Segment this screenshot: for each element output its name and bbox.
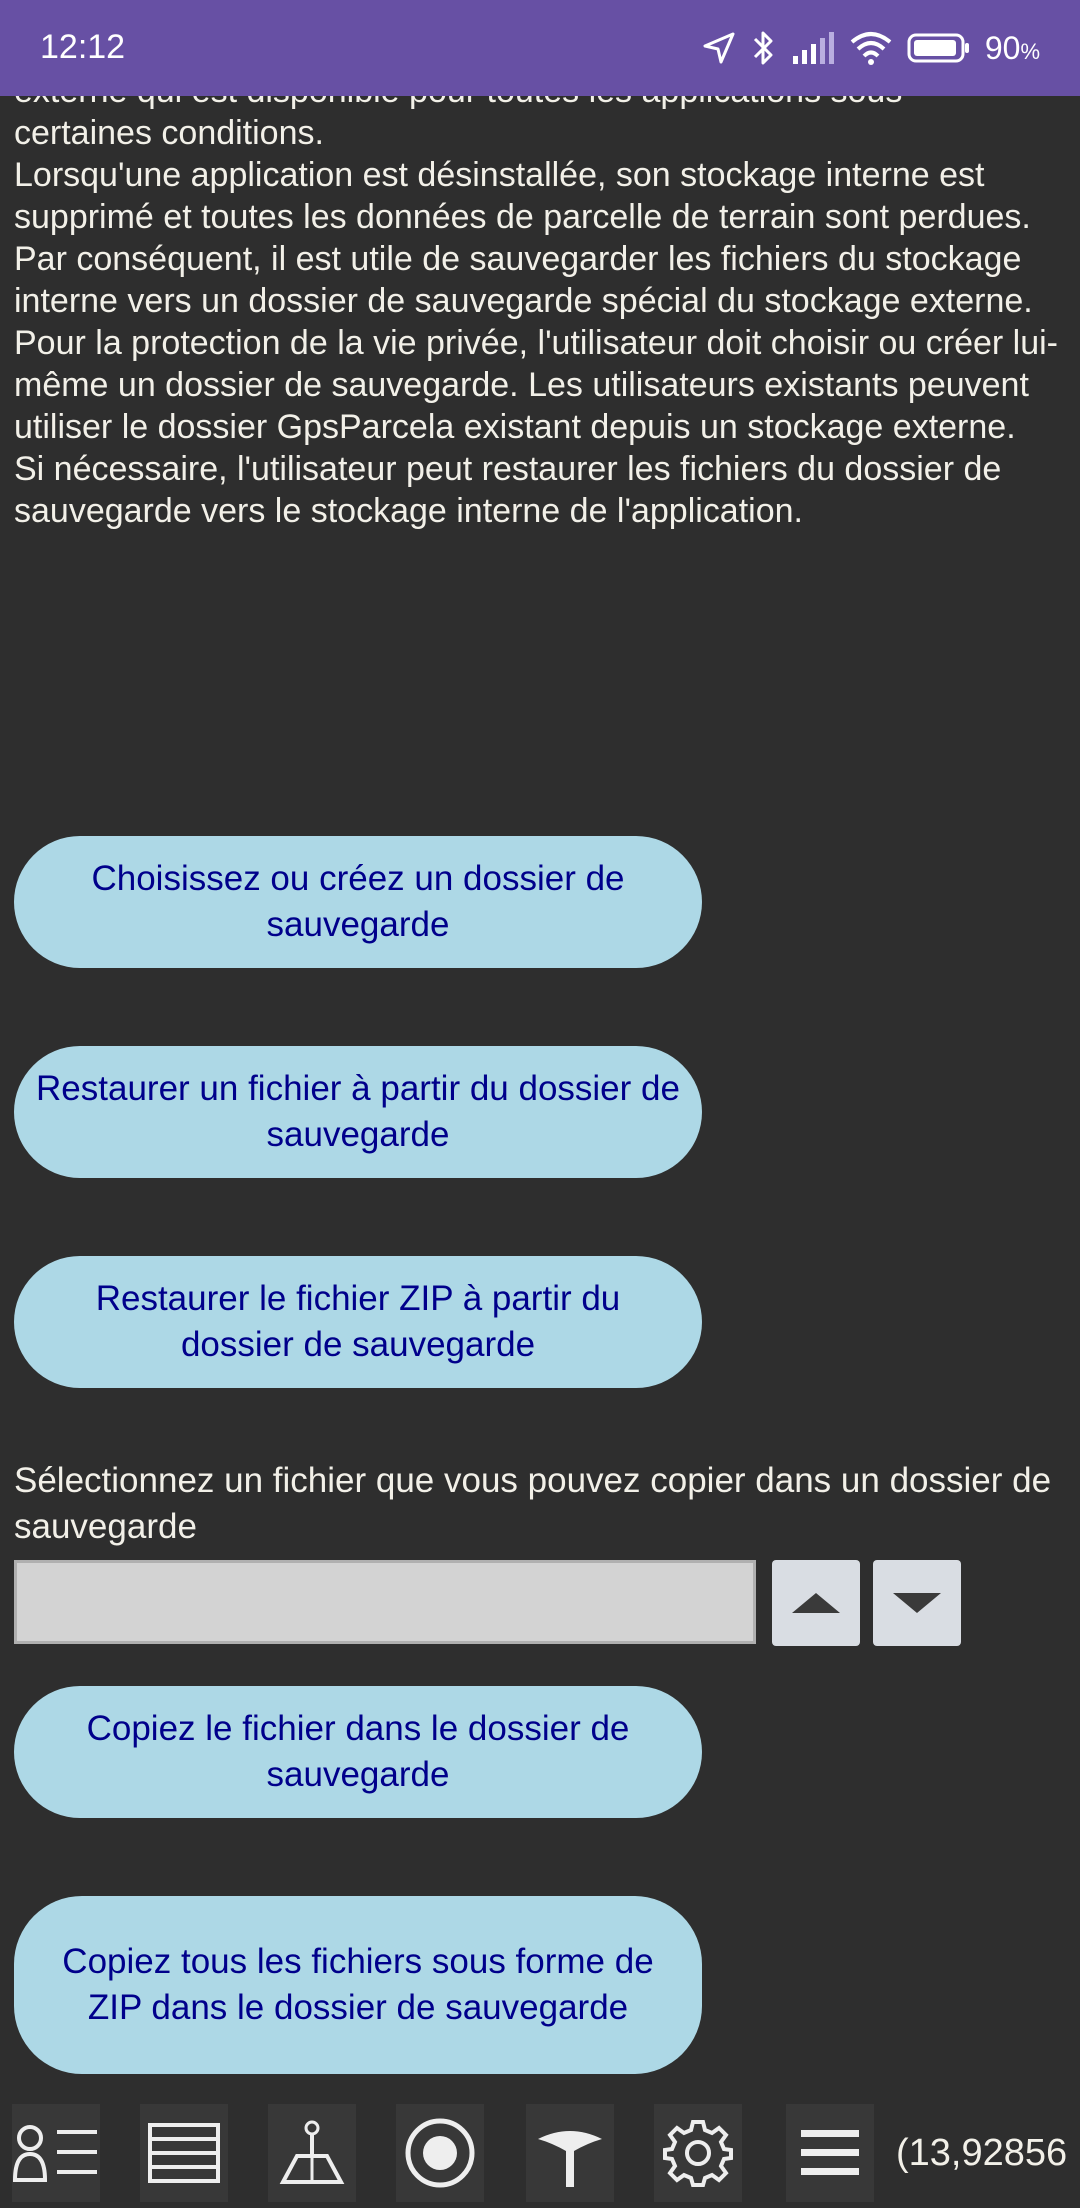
bottom-toolbar	[0, 2098, 1080, 2208]
wifi-icon	[849, 30, 893, 66]
clock: 12:12	[40, 28, 126, 66]
record-button[interactable]	[396, 2104, 484, 2202]
triangle-down-icon	[891, 1591, 943, 1615]
description-paragraph: Lorsqu'une application est désinstallée, son stockage interne est supprimé et toutes les données de parcelle de terrain sont perdues. Par conséquent, il est utile de sauvegarder les fichiers du stockage interne vers un dossier de sauvegarde spécial du stockage externe.	[14, 156, 1033, 320]
choose-backup-folder-button[interactable]: Choisissez ou créez un dossier de sauvegarde	[14, 836, 702, 968]
copy-all-zip-button[interactable]: Copiez tous les fichiers sous forme de ZIP dans le dossier de sauvegarde	[14, 1896, 702, 2074]
pin-icon	[534, 2117, 606, 2189]
triangle-up-icon	[790, 1591, 842, 1615]
record-icon	[403, 2116, 477, 2190]
parcel-list-button[interactable]	[12, 2104, 100, 2202]
bluetooth-icon	[751, 28, 777, 68]
backup-description	[14, 70, 1074, 532]
file-previous-button[interactable]	[772, 1560, 860, 1646]
copy-file-button[interactable]: Copiez le fichier dans le dossier de sauvegarde	[14, 1686, 702, 1818]
status-icons	[701, 24, 1040, 72]
file-select-field[interactable]	[14, 1560, 756, 1644]
survey-button[interactable]	[268, 2104, 356, 2202]
parcel-list-icon	[13, 2122, 99, 2184]
restore-zip-button[interactable]: Restaurer le fichier ZIP à partir du dossier de sauvegarde	[14, 1256, 702, 1388]
coordinates-readout: (13,92856	[896, 2132, 1068, 2174]
signal-icon	[791, 30, 835, 66]
restore-file-button[interactable]: Restaurer un fichier à partir du dossier de sauvegarde	[14, 1046, 702, 1178]
status-bar	[0, 0, 1080, 96]
layers-icon	[147, 2122, 221, 2184]
description-paragraph: certaines conditions.	[14, 114, 324, 152]
menu-icon	[799, 2127, 861, 2179]
description-paragraph: Si nécessaire, l'utilisateur peut restaurer les fichiers du dossier de sauvegarde vers le stockage interne de l'application.	[14, 450, 1002, 530]
battery-icon	[907, 32, 971, 64]
layers-button[interactable]	[140, 2104, 228, 2202]
description-paragraph: Pour la protection de la vie privée, l'utilisateur doit choisir ou créer lui-même un dossier de sauvegarde. Les utilisateurs existants peuvent utiliser le dossier GpsParcela existant depuis un stockage externe.	[14, 324, 1058, 446]
battery-level: 90%	[984, 29, 1040, 66]
surveyor-icon	[277, 2120, 347, 2186]
main-menu-button[interactable]	[786, 2104, 874, 2202]
settings-button[interactable]	[654, 2104, 742, 2202]
pin-button[interactable]	[526, 2104, 614, 2202]
settings-icon	[663, 2118, 733, 2188]
file-next-button[interactable]	[873, 1560, 961, 1646]
location-arrow-icon	[701, 30, 737, 66]
file-select-label: Sélectionnez un fichier que vous pouvez copier dans un dossier de sauvegarde	[14, 1461, 1052, 1546]
